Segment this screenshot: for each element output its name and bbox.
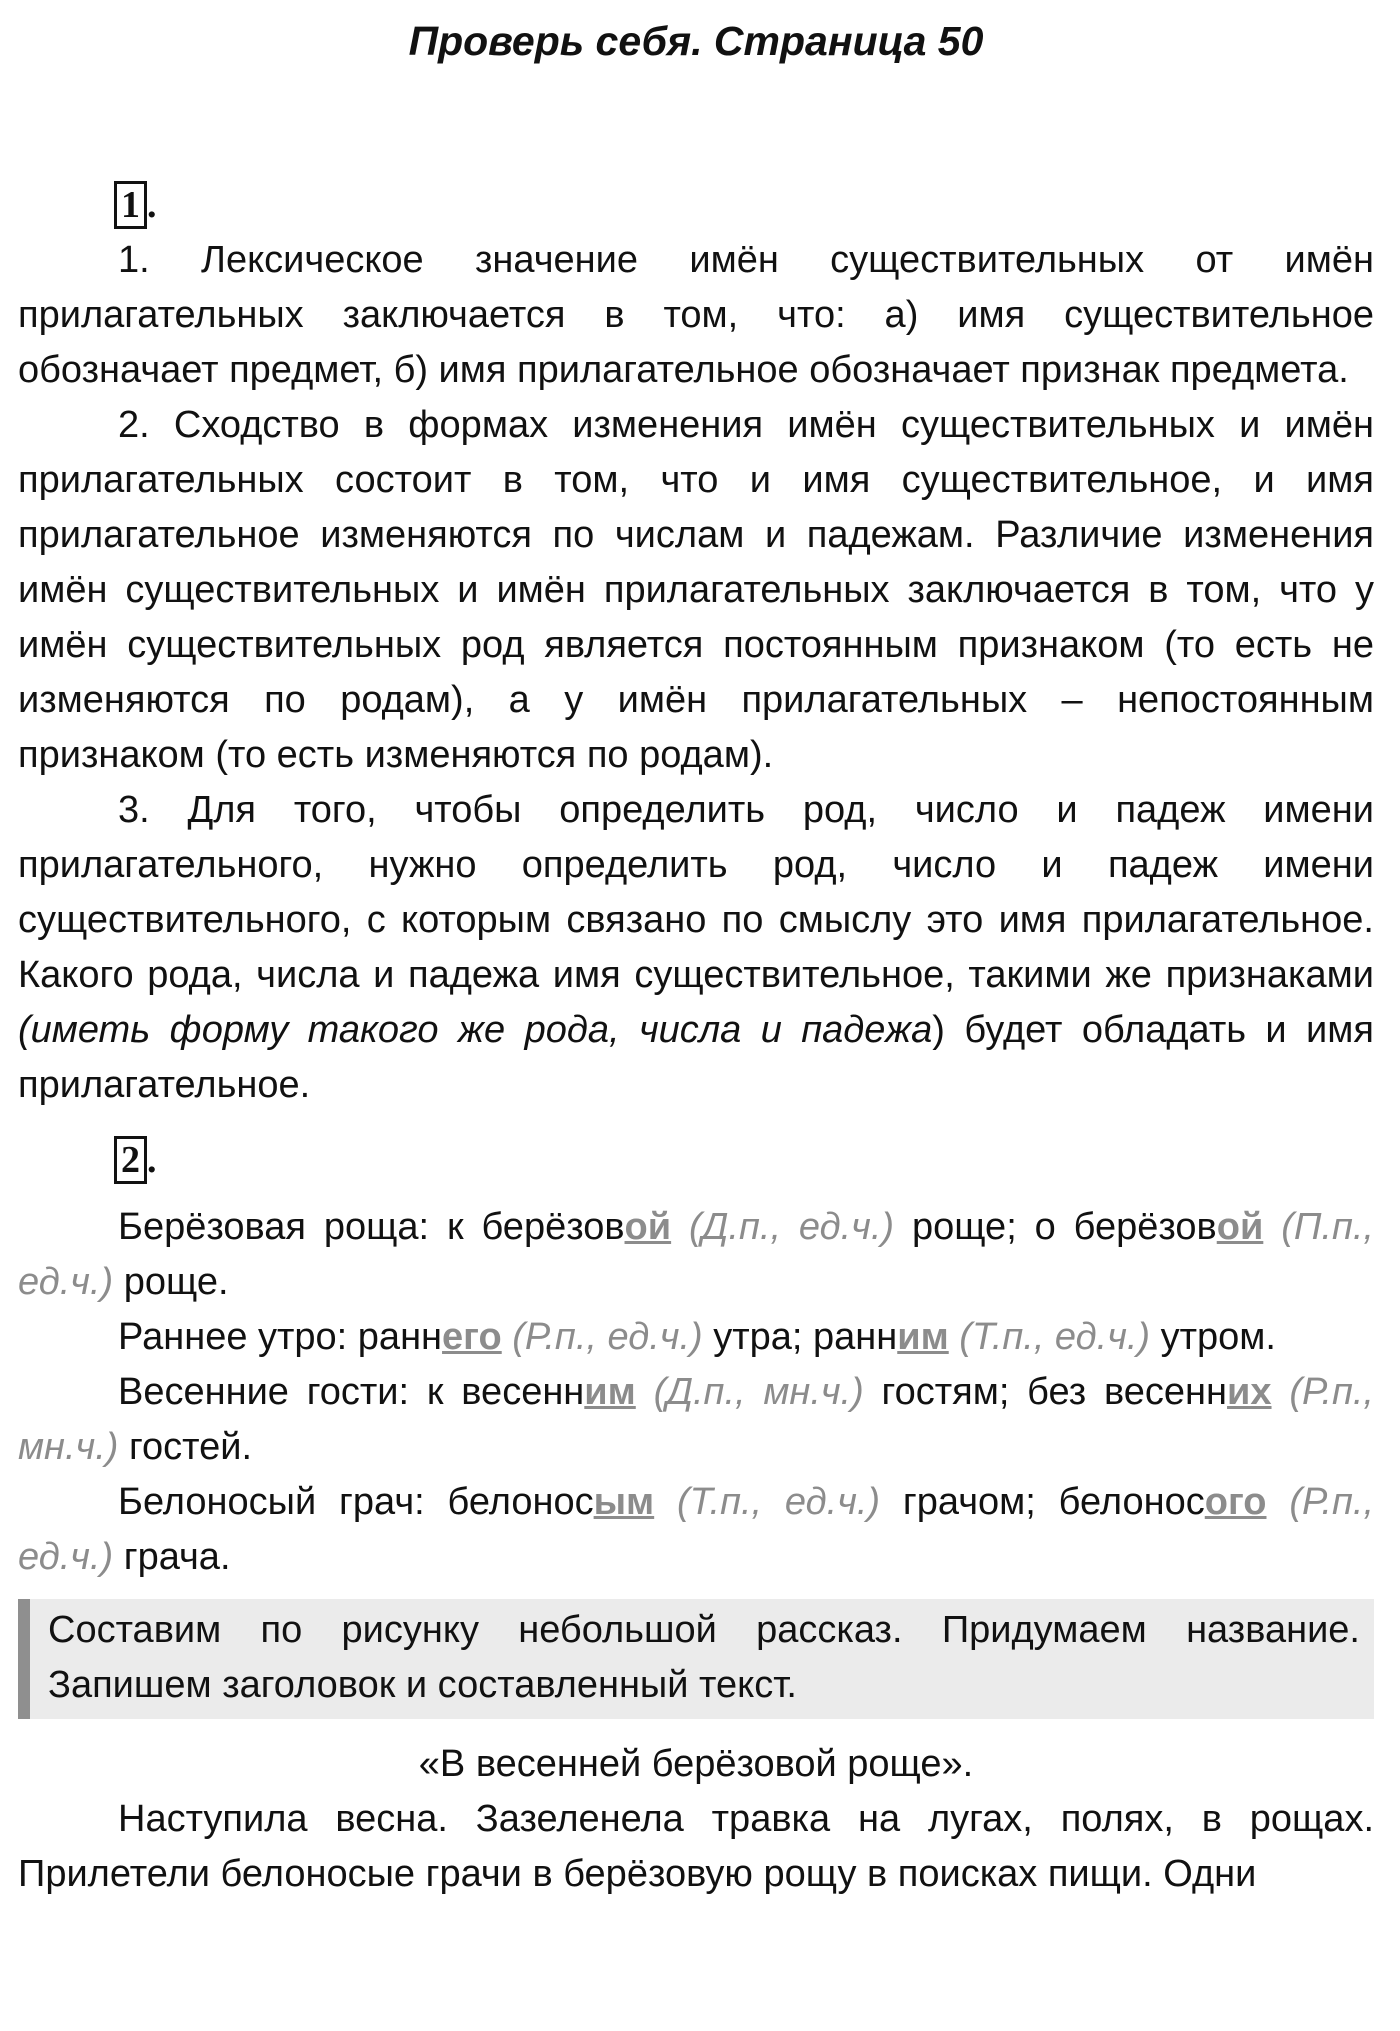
case-annotation: (Д.п., мн.ч.) <box>653 1371 864 1413</box>
phrase-line: Раннее утро: раннего (Р.п., ед.ч.) утра; ранним (Т.п., ед.ч.) утром. <box>118 1316 1276 1358</box>
story-title: «В весенней берёзовой роще». <box>418 1743 974 1785</box>
ending-highlight: их <box>1227 1371 1272 1413</box>
ending-highlight: им <box>897 1316 949 1358</box>
answer-paragraph-3: 3. Для того, чтобы определить род, число и падеж имени прилагательного, нужно определить род, число и падеж имени существительного, с которым связано по смыслу это имя прилагательное. Какого рода, числа и падежа имя существительное, такими же признаками (иметь форму такого же рода, числа и падежа) будет обладать и имя прилагательное. <box>18 789 1374 1106</box>
page-title: Проверь себя. Страница 50 <box>408 18 984 64</box>
task-2-header: 2 . <box>18 1133 1374 1188</box>
ending-highlight: им <box>584 1371 636 1413</box>
case-annotation: (П.п., ед.ч.) <box>18 1206 1374 1303</box>
answer-paragraph-2: 2. Сходство в формах изменения имён существительных и имён прилагательных состоит в том, что и имя существительное, и имя прилагательное изменяются по числам и падежам. Различие изменения имён существительных и имён прилагательных заключается в том, что у имён существительных род является постоянным признаком (то есть не изменяются по родам), а у имён прилагательных – непостоянным признаком (то есть изменяются по родам). <box>18 404 1374 776</box>
italic-note: (иметь форму такого же рода, числа и падежа <box>18 1009 933 1051</box>
task-number-box: 2 <box>114 1136 147 1184</box>
task-callout: Составим по рисунку небольшой рассказ. Придумаем название. Запишем заголовок и составленный текст. <box>18 1599 1374 1719</box>
case-annotation: (Т.п., ед.ч.) <box>677 1481 881 1523</box>
phrase-line: Весенние гости: к весенним (Д.п., мн.ч.) гостям; без весенних (Р.п., мн.ч.) гостей. <box>18 1371 1374 1468</box>
case-annotation: (Р.п., ед.ч.) <box>512 1316 703 1358</box>
ending-highlight: ым <box>593 1481 655 1523</box>
phrase-line: Белоносый грач: белоносым (Т.п., ед.ч.) грачом; белоносого (Р.п., ед.ч.) грача. <box>18 1481 1375 1578</box>
answer-paragraph-1: 1. Лексическое значение имён существительных от имён прилагательных заключается в том, что: а) имя существительное обозначает предмет, б) имя прилагательное обозначает признак предмета. <box>18 239 1374 391</box>
document-page <box>18 0 1374 1902</box>
task-number-box: 1 <box>114 181 147 229</box>
case-annotation: (Р.п., мн.ч.) <box>18 1371 1374 1468</box>
story-text: Наступила весна. Зазеленела травка на лугах, полях, в рощах. Прилетели белоносые грачи в берёзовую рощу в поисках пищи. Одни <box>18 1798 1374 1895</box>
case-annotation: (Р.п., ед.ч.) <box>18 1481 1375 1578</box>
case-annotation: (Т.п., ед.ч.) <box>959 1316 1151 1358</box>
ending-highlight: ого <box>1204 1481 1267 1523</box>
task-1-header: 1 . <box>18 178 1374 233</box>
ending-highlight: ой <box>1216 1206 1264 1248</box>
ending-highlight: ой <box>624 1206 672 1248</box>
case-annotation: (Д.п., ед.ч.) <box>689 1206 895 1248</box>
ending-highlight: его <box>442 1316 502 1358</box>
phrase-line: Берёзовая роща: к берёзовой (Д.п., ед.ч.) роще; о берёзовой (П.п., ед.ч.) роще. <box>18 1206 1374 1303</box>
